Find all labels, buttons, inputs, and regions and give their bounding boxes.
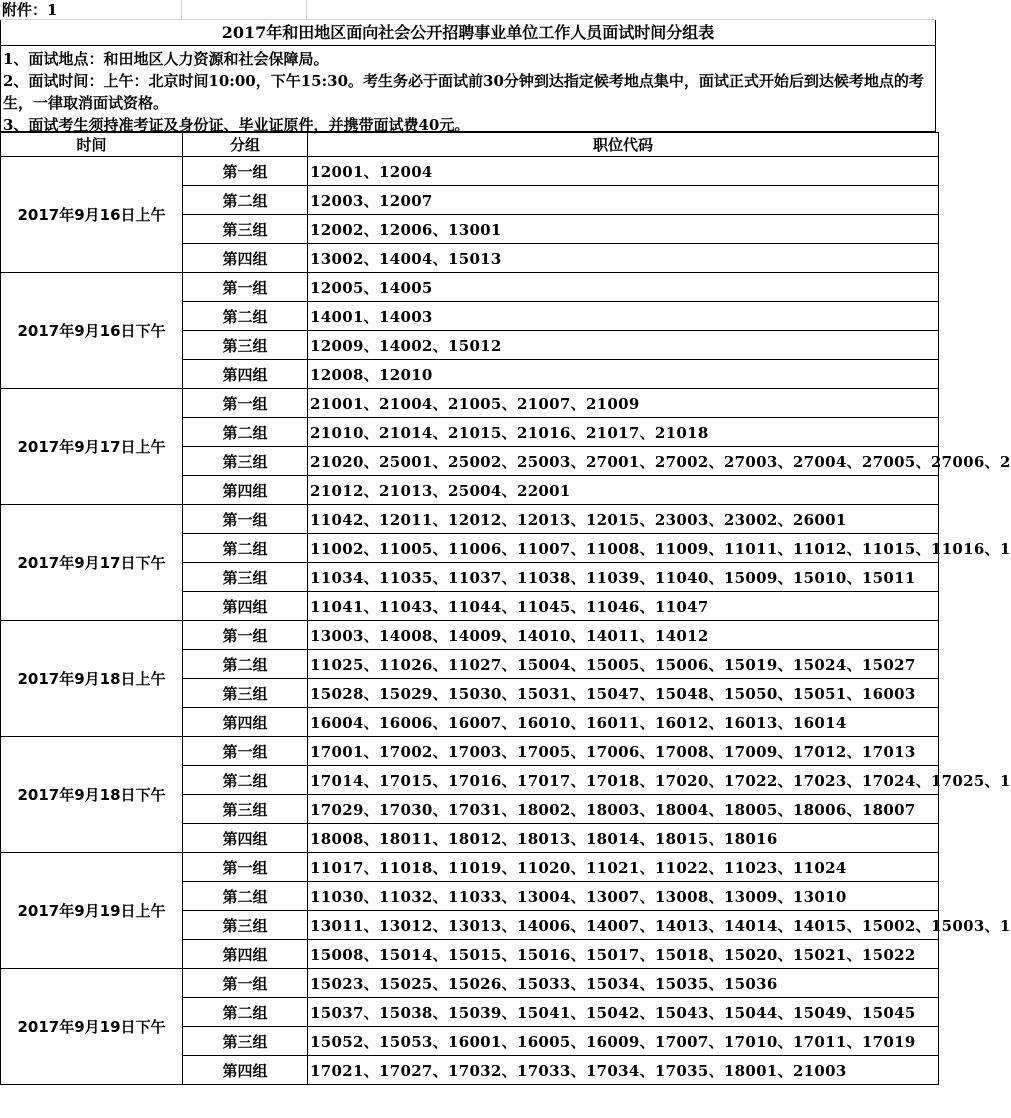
schedule-body	[1, 157, 1011, 1085]
position-code-cell[interactable]: 12005、14005	[308, 273, 939, 302]
position-code-cell[interactable]: 11030、11032、11033、13004、13007、13008、13009、13010	[308, 882, 939, 911]
position-code-cell[interactable]: 14001、14003	[308, 302, 939, 331]
position-code-cell[interactable]: 11002、11005、11006、11007、11008、11009、11011、11012、11015、11016、1	[308, 534, 939, 563]
note-documents: 3、面试考生须持准考证及身份证、毕业证原件，并携带面试费40元。	[3, 116, 470, 134]
attachment-label[interactable]: 附件：1	[0, 0, 182, 19]
session-time-cell[interactable]: 2017年9月19日下午	[1, 969, 183, 1085]
position-code-cell[interactable]: 17029、17030、17031、18002、18003、18004、18005、18006、18007	[308, 795, 939, 824]
position-code-cell[interactable]: 21012、21013、25004、22001	[308, 476, 939, 505]
notes-block[interactable]	[0, 46, 936, 132]
group-cell[interactable]: 第三组	[183, 1027, 308, 1056]
position-code-cell[interactable]: 17014、17015、17016、17017、17018、17020、17022、17023、17024、17025、1	[308, 766, 939, 795]
header-code[interactable]: 职位代码	[308, 133, 939, 157]
group-cell[interactable]: 第二组	[183, 302, 308, 331]
position-code-cell[interactable]: 12002、12006、13001	[308, 215, 939, 244]
header-time[interactable]: 时间	[1, 133, 183, 157]
position-code-cell[interactable]: 13011、13012、13013、14006、14007、14013、14014、14015、15002、15003、1	[308, 911, 939, 940]
sheet-title[interactable]: 2017年和田地区面向社会公开招聘事业单位工作人员面试时间分组表	[0, 20, 936, 46]
group-cell[interactable]: 第二组	[183, 882, 308, 911]
group-cell[interactable]: 第四组	[183, 824, 308, 853]
session-time-cell[interactable]: 2017年9月16日上午	[1, 157, 183, 273]
position-code-cell[interactable]: 15052、15053、16001、16005、16009、17007、17010、17011、17019	[308, 1027, 939, 1056]
position-code-cell[interactable]: 11034、11035、11037、11038、11039、11040、15009、15010、15011	[308, 563, 939, 592]
note-location: 1、面试地点：和田地区人力资源和社会保障局。	[3, 50, 329, 68]
position-code-cell[interactable]: 21010、21014、21015、21016、21017、21018	[308, 418, 939, 447]
header-row	[1, 133, 939, 157]
table-row	[1, 737, 939, 766]
session-time-cell[interactable]: 2017年9月19日上午	[1, 853, 183, 969]
group-cell[interactable]: 第一组	[183, 273, 308, 302]
group-cell[interactable]: 第二组	[183, 998, 308, 1027]
group-cell[interactable]: 第二组	[183, 418, 308, 447]
position-code-cell[interactable]: 21020、25001、25002、25003、27001、27002、27003、27004、27005、27006、2	[308, 447, 939, 476]
group-cell[interactable]: 第四组	[183, 592, 308, 621]
group-cell[interactable]: 第二组	[183, 650, 308, 679]
group-cell[interactable]: 第三组	[183, 563, 308, 592]
group-cell[interactable]: 第一组	[183, 969, 308, 998]
group-cell[interactable]: 第一组	[183, 621, 308, 650]
note-time: 2、面试时间：上午：北京时间10:00，下午15:30。考生务必于面试前30分钟到达指定候考地点集中，面试正式开始后到达候考地点的考生，一律取消面试资格。	[3, 72, 924, 112]
header-group[interactable]: 分组	[183, 133, 308, 157]
group-cell[interactable]: 第三组	[183, 447, 308, 476]
position-code-cell[interactable]: 16004、16006、16007、16010、16011、16012、16013、16014	[308, 708, 939, 737]
position-code-cell[interactable]: 17021、17027、17032、17033、17034、17035、18001、21003	[308, 1056, 939, 1085]
group-cell[interactable]: 第二组	[183, 186, 308, 215]
position-code-cell[interactable]: 11017、11018、11019、11020、11021、11022、11023、11024	[308, 853, 939, 882]
position-code-cell[interactable]: 12001、12004	[308, 157, 939, 186]
position-code-cell[interactable]: 15023、15025、15026、15033、15034、15035、15036	[308, 969, 939, 998]
position-code-cell[interactable]: 13002、14004、15013	[308, 244, 939, 273]
position-code-cell[interactable]: 18008、18011、18012、18013、18014、18015、18016	[308, 824, 939, 853]
position-code-cell[interactable]: 21001、21004、21005、21007、21009	[308, 389, 939, 418]
group-cell[interactable]: 第四组	[183, 1056, 308, 1085]
attachment-row	[0, 0, 936, 20]
group-cell[interactable]: 第四组	[183, 708, 308, 737]
table-row	[1, 969, 939, 998]
position-code-cell[interactable]: 15008、15014、15015、15016、15017、15018、15020、15021、15022	[308, 940, 939, 969]
group-cell[interactable]: 第三组	[183, 795, 308, 824]
session-time-cell[interactable]: 2017年9月18日下午	[1, 737, 183, 853]
group-cell[interactable]: 第三组	[183, 911, 308, 940]
group-cell[interactable]: 第一组	[183, 157, 308, 186]
position-code-cell[interactable]: 15028、15029、15030、15031、15047、15048、15050、15051、16003	[308, 679, 939, 708]
table-row	[1, 273, 939, 302]
group-cell[interactable]: 第三组	[183, 679, 308, 708]
position-code-cell[interactable]: 12003、12007	[308, 186, 939, 215]
group-cell[interactable]: 第三组	[183, 331, 308, 360]
table-row	[1, 157, 939, 186]
session-time-cell[interactable]: 2017年9月18日上午	[1, 621, 183, 737]
group-cell[interactable]: 第二组	[183, 766, 308, 795]
group-cell[interactable]: 第四组	[183, 940, 308, 969]
table-row	[1, 853, 939, 882]
position-code-cell[interactable]: 11025、11026、11027、15004、15005、15006、15019、15024、15027	[308, 650, 939, 679]
group-cell[interactable]: 第四组	[183, 360, 308, 389]
group-cell[interactable]: 第一组	[183, 389, 308, 418]
table-row	[1, 389, 939, 418]
position-code-cell[interactable]: 13003、14008、14009、14010、14011、14012	[308, 621, 939, 650]
schedule-table	[0, 132, 1011, 1085]
group-cell[interactable]: 第一组	[183, 737, 308, 766]
table-row	[1, 505, 939, 534]
group-cell[interactable]: 第二组	[183, 534, 308, 563]
group-cell[interactable]: 第四组	[183, 244, 308, 273]
session-time-cell[interactable]: 2017年9月16日下午	[1, 273, 183, 389]
group-cell[interactable]: 第一组	[183, 505, 308, 534]
position-code-cell[interactable]: 15037、15038、15039、15041、15042、15043、15044、15049、15045	[308, 998, 939, 1027]
position-code-cell[interactable]: 12009、14002、15012	[308, 331, 939, 360]
position-code-cell[interactable]: 17001、17002、17003、17005、17006、17008、17009、17012、17013	[308, 737, 939, 766]
empty-cell[interactable]	[182, 0, 307, 19]
position-code-cell[interactable]: 12008、12010	[308, 360, 939, 389]
position-code-cell[interactable]: 11041、11043、11044、11045、11046、11047	[308, 592, 939, 621]
session-time-cell[interactable]: 2017年9月17日上午	[1, 389, 183, 505]
group-cell[interactable]: 第一组	[183, 853, 308, 882]
group-cell[interactable]: 第三组	[183, 215, 308, 244]
group-cell[interactable]: 第四组	[183, 476, 308, 505]
session-time-cell[interactable]: 2017年9月17日下午	[1, 505, 183, 621]
table-row	[1, 621, 939, 650]
position-code-cell[interactable]: 11042、12011、12012、12013、12015、23003、23002、26001	[308, 505, 939, 534]
